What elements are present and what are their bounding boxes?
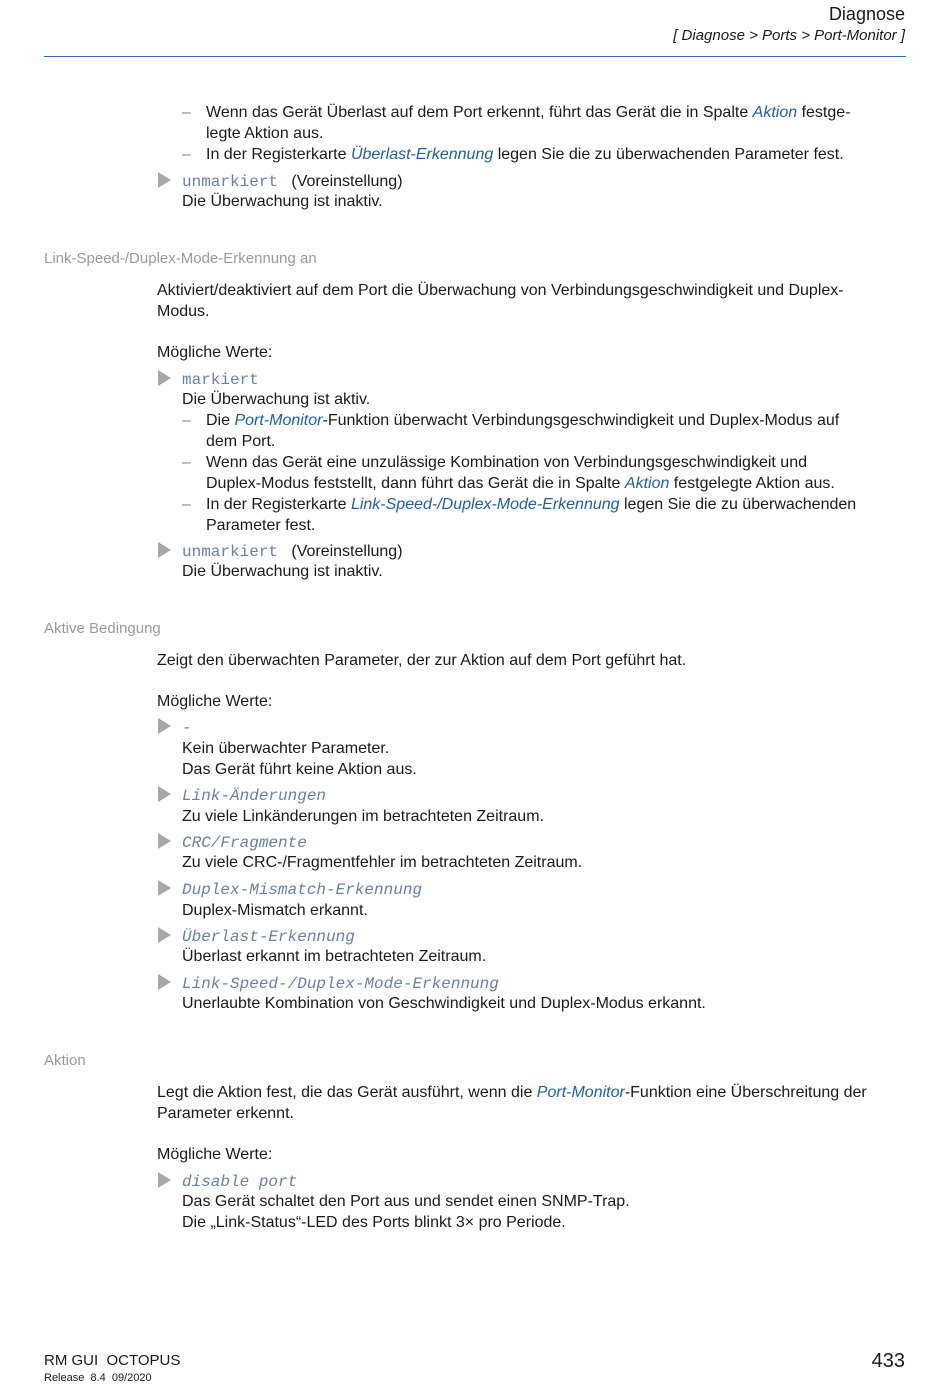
section-label: Aktion: [44, 1052, 86, 1069]
value-item: -: [182, 719, 192, 737]
value-item: markiert: [182, 371, 259, 389]
link-aktion[interactable]: Aktion: [752, 104, 798, 121]
section-label: Link-Speed-/Duplex-Mode-Erkennung an: [44, 250, 317, 267]
breadcrumb: [ Diagnose > Ports > Port-Monitor ]: [673, 27, 905, 44]
triangle-bullet-icon: [158, 718, 171, 734]
possible-values-heading: Mögliche Werte:: [157, 1146, 273, 1163]
value-description: Das Gerät führt keine Aktion aus.: [182, 761, 417, 778]
dash-bullet: –: [182, 104, 191, 121]
value-description: Die Überwachung ist aktiv.: [182, 391, 371, 408]
header-divider: [44, 56, 906, 57]
triangle-bullet-icon: [158, 833, 171, 849]
dash-bullet: –: [182, 146, 191, 163]
value-item: unmarkiert (Voreinstellung): [182, 543, 403, 561]
triangle-bullet-icon: [158, 974, 171, 990]
section-description: Aktiviert/deaktiviert auf dem Port die Überwachung von Verbindungsgeschwindigkeit und Duplex-: [157, 282, 844, 299]
footer-document-name: RM GUI OCTOPUS: [44, 1352, 181, 1369]
dash-bullet: –: [182, 454, 191, 471]
section-description: Zeigt den überwachten Parameter, der zur Aktion auf dem Port geführt hat.: [157, 652, 687, 669]
triangle-bullet-icon: [158, 880, 171, 896]
possible-values-heading: Mögliche Werte:: [157, 693, 273, 710]
page-header-title: Diagnose: [828, 4, 905, 24]
value-description: Kein überwachter Parameter.: [182, 740, 390, 757]
section-description: Legt die Aktion fest, die das Gerät ausführt, wenn die Port-Monitor-Funktion eine Überschreitung der: [157, 1084, 867, 1101]
value-item: Link-Änderungen: [182, 787, 327, 805]
value-item: Überlast-Erkennung: [182, 928, 355, 946]
value-item: unmarkiert (Voreinstellung): [182, 173, 403, 191]
value-item: Link-Speed-/Duplex-Mode-Erkennung: [182, 975, 499, 993]
section-description-cont: Parameter erkennt.: [157, 1105, 294, 1122]
value-description: Die „Link-Status“-LED des Ports blinkt 3× pro Periode.: [182, 1214, 566, 1231]
section-label: Aktive Bedingung: [44, 620, 161, 637]
value-description: Zu viele Linkänderungen im betrachteten Zeitraum.: [182, 808, 544, 825]
value-description: Unerlaubte Kombination von Geschwindigkeit und Duplex-Modus erkannt.: [182, 995, 706, 1012]
link-port-monitor[interactable]: Port-Monitor: [536, 1084, 625, 1101]
footer-release: Release 8.4 09/2020: [44, 1372, 152, 1384]
value-description: Überlast erkannt im betrachteten Zeitraum.: [182, 948, 487, 965]
list-item-cont: Parameter fest.: [206, 517, 316, 534]
page-number: 433: [871, 1350, 905, 1372]
list-item: Wenn das Gerät eine unzulässige Kombination von Verbindungsgeschwindigkeit und: [206, 454, 807, 471]
possible-values-heading: Mögliche Werte:: [157, 344, 273, 361]
section-description-cont: Modus.: [157, 303, 210, 320]
triangle-bullet-icon: [158, 786, 171, 802]
dash-bullet: –: [182, 496, 191, 513]
list-item-cont: dem Port.: [206, 433, 276, 450]
list-item: Wenn das Gerät Überlast auf dem Port erkennt, führt das Gerät die in Spalte Aktion festge-: [206, 104, 851, 121]
triangle-bullet-icon: [158, 370, 171, 386]
value-item: CRC/Fragmente: [182, 834, 307, 852]
value-item: disable port: [182, 1173, 298, 1191]
value-description: Zu viele CRC-/Fragmentfehler im betrachteten Zeitraum.: [182, 854, 583, 871]
value-description: Die Überwachung ist inaktiv.: [182, 193, 383, 210]
link-link-speed-duplex-mode-erkennung[interactable]: Link-Speed-/Duplex-Mode-Erkennung: [350, 496, 620, 513]
value-item: Duplex-Mismatch-Erkennung: [182, 881, 423, 899]
value-description: Das Gerät schaltet den Port aus und sendet einen SNMP-Trap.: [182, 1193, 630, 1210]
triangle-bullet-icon: [158, 1172, 171, 1188]
list-item: In der Registerkarte Link-Speed-/Duplex-Mode-Erkennung legen Sie die zu überwachenden: [206, 496, 857, 513]
link-port-monitor[interactable]: Port-Monitor: [234, 412, 323, 429]
triangle-bullet-icon: [158, 172, 171, 188]
value-description: Die Überwachung ist inaktiv.: [182, 563, 383, 580]
list-item-cont: Duplex-Modus feststellt, dann führt das Gerät die in Spalte Aktion festgelegte Aktion aus.: [206, 475, 835, 492]
list-item-cont: legte Aktion aus.: [206, 125, 324, 142]
value-description: Duplex-Mismatch erkannt.: [182, 902, 368, 919]
triangle-bullet-icon: [158, 542, 171, 558]
list-item: Die Port-Monitor-Funktion überwacht Verbindungsgeschwindigkeit und Duplex-Modus auf: [206, 412, 840, 429]
link-ueberlast-erkennung[interactable]: Überlast-Erkennung: [350, 146, 494, 163]
triangle-bullet-icon: [158, 927, 171, 943]
list-item: In der Registerkarte Überlast-Erkennung legen Sie die zu überwachenden Parameter fest.: [206, 146, 844, 163]
dash-bullet: –: [182, 412, 191, 429]
link-aktion[interactable]: Aktion: [624, 475, 670, 492]
